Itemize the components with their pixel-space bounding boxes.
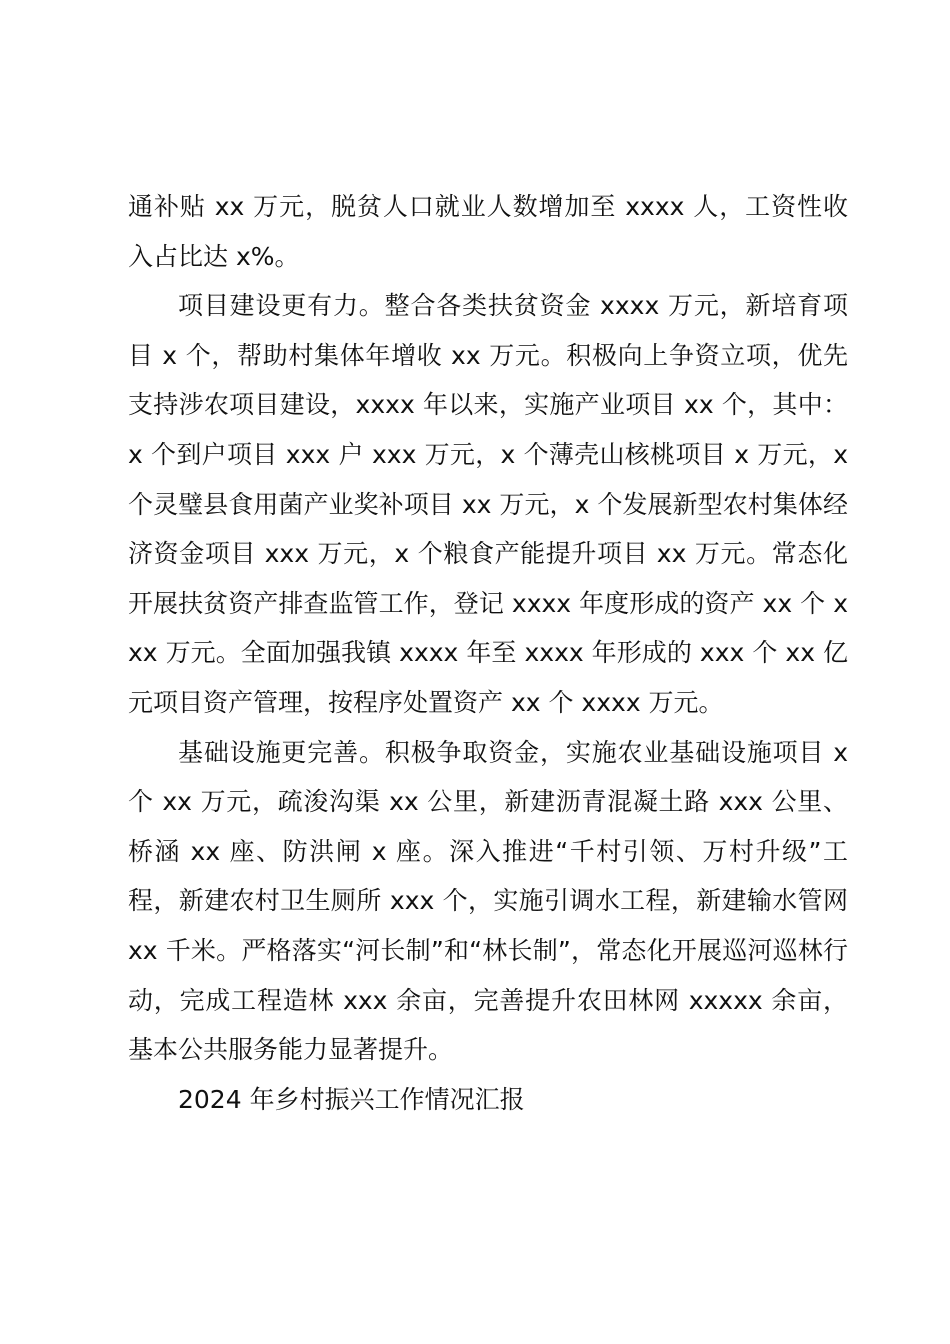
document-body	[128, 182, 848, 1124]
paragraph-infrastructure: 基础设施更完善。积极争取资金，实施农业基础设施项目 x 个 xx 万元，疏浚沟渠 xx 公里，新建沥青混凝土路 xxx 公里、桥涵 xx 座、防洪闸 x 座。深入推进“千村引领、万村升级”工程，新建农村卫生厕所 xxx 个，实施引调水工程，新建输水管网 xx 千米。严格落实“河长制”和“林长制”，常态化开展巡河巡林行动，完成工程造林 xxx 余亩，完善提升农田林网 xxxxx 余亩，基本公共服务能力显著提升。	[128, 737, 848, 1065]
paragraph-subsidy-summary: 通补贴 xx 万元，脱贫人口就业人数增加至 xxxx 人，工资性收入占比达 x%。	[128, 192, 848, 271]
report-title-line: 2024 年乡村振兴工作情况汇报	[178, 1084, 525, 1114]
paragraph-project-construction: 项目建设更有力。整合各类扶贫资金 xxxx 万元，新培育项目 x 个，帮助村集体年增收 xx 万元。积极向上争资立项，优先支持涉农项目建设，xxxx 年以来，实施产业项目 xx 个，其中：x 个到户项目 xxx 户 xxx 万元，x 个薄壳山核桃项目 x 万元，x 个灵璧县食用菌产业奖补项目 xx 万元，x 个发展新型农村集体经济资金项目 xxx 万元，x 个粮食产能提升项目 xx 万元。常态化开展扶贫资产排查监管工作，登记 xxxx 年度形成的资产 xx 个 xxx 万元。全面加强我镇 xxxx 年至 xxxx 年形成的 xxx 个 xx 亿元项目资产管理，按程序处置资产 xx 个 xxxx 万元。	[128, 291, 848, 717]
